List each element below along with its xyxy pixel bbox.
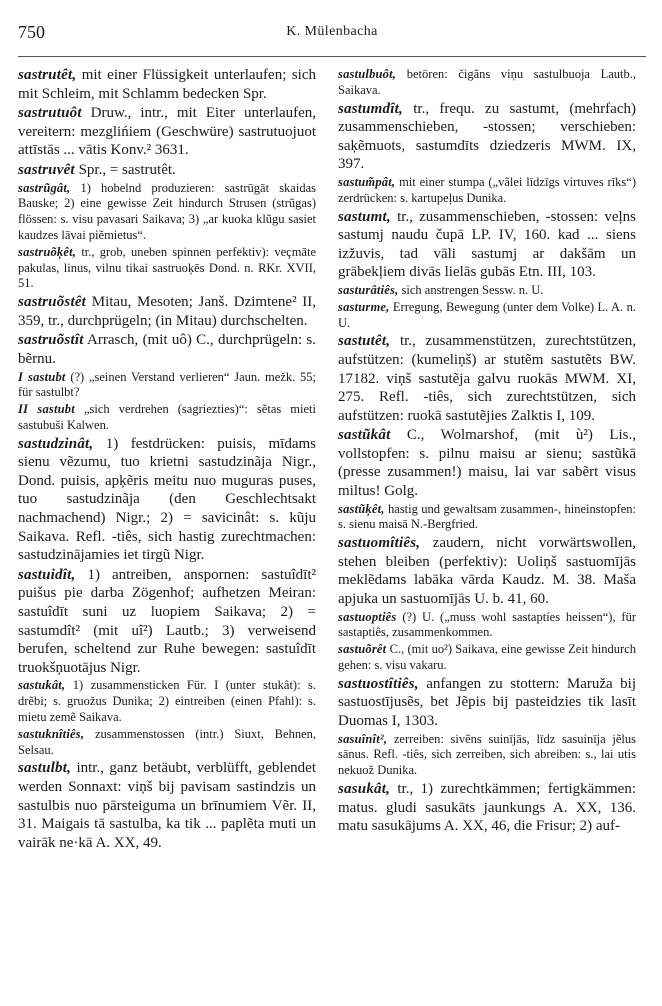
entry-headword: sastrutuôt [18,105,82,122]
entry-headword: sasukât, [338,781,391,797]
entry-definition: (?) U. („muss wohl sastaptíes heissen“), für sastaptiês, zusammenkommen. [338,609,636,640]
entry-definition: tr., frequ. zu sastumt, (mehrfach) zusammenschieben, -stossen; verschieben: saķẽmuots, sastumdīts dziedzeris MWM. IX, 397. [338,100,636,173]
entry-headword: sastutêt, [338,333,391,350]
dictionary-entry [338,675,636,731]
entry-headword: sastruvêt [18,161,75,178]
entry-definition: tr., 1) zurechtkämmen; fertigkämmen: matus. gludi sasukāts jaunkungs A. XX, 136. matu sasukājums A. XX, 46, die Frisur; 2) auf- [338,781,636,835]
entry-headword: sastuidît, [18,566,76,583]
entry-headword: sastrutêt, [18,67,77,83]
dictionary-entry [18,104,316,160]
entry-headword: sastuostîtiês, [338,675,419,692]
entry-definition: anfangen zu stottern: Maruža bij sastuostījusẽs, bet Jẽpis bij pasteidzies tik lasīt Duomas I, 1303. [338,675,636,730]
page-header [18,14,646,48]
entry-definition: 1) festdrücken: puisis, mīdams sienu vẽzumu, tuo krietni sastudzinãja Nigr., Dond. puisis, apķẽris meitu nuo muguras puses, tuo sastudzinãja (den Geschlechtsakt nachmachend) Nigr.; 2) = savicinât: s. kũju Saikava. Refl. -tiês, sich hastig zurechtmachen: sastudzinājamies iet tirgũ Nigr. [18,435,316,564]
header-rule [18,56,646,57]
entry-definition: mit einer Flüssigkeit unterlaufen; sich mit Schleim, mit Schlamm bedecken Spr. [18,67,316,102]
dictionary-entry [338,780,636,836]
entry-definition: Arrasch, (mit uô) C., durchprügeln: s. bẽrnu. [18,332,316,367]
entry-definition: tr., zusammenstützen, zurechtstützen, aufstützen: (kumeliņš) ar stutẽm sastutẽts BW. 17182. viņš sastutẽja galvu ruokās MWM. XI, 275. Refl. -tiês, sich zurechtstützen, sich aufstützen: ruokā sastutẽjies Zalktis I, 109. [338,333,636,424]
entry-definition: intr., ganz betäubt, verblüfft, geblendet werden Sonnaxt: viņš bij pavisam sastindzis un sastulbis nuo pārsteiguma un brīnumiem Vẽr. II, 31. Maigais tā sastulba, ka tik ... paplẽta muti un vairāk ne·kā A. XX, 49. [18,760,316,851]
dictionary-entry [18,181,316,244]
entry-definition: 1) antreiben, anspornen: sastuîdīt² puišus pie darba Zögenhof; aufhetzen Meiran: sastuîdīt suni uz luopiem Saikava; 2) = sastumdît² (mit uî²) Lautb.; 3) verweisend berufen, scheltend zur Ruhe bewegen: sastuîdīt truokšņuotājus Nigr. [18,566,316,676]
dictionary-entry [18,678,316,725]
dictionary-entry [338,610,636,642]
dictionary-entry [338,283,636,299]
entry-headword: II sastubt [18,402,75,417]
dictionary-entry [338,426,636,500]
right-column [338,66,636,996]
entry-headword: sastuknîtiês, [18,726,85,741]
dictionary-entry [18,161,316,180]
entry-headword: sastulbt, [18,760,72,777]
entry-definition: Spr., = sastrutêt. [74,161,176,178]
entry-headword: sastuomîtiês, [338,535,421,552]
entry-definition: zaudern, nicht vorwärtswollen, stehen bleiben (perfektiv): Uoliņš sastuomījās meklẽdams labāka vārda Kaudz. M. 38. Maša apjuka un sastuomījās U. b. 41, 60. [338,535,636,608]
running-head: K. Mülenbacha [286,24,378,39]
entry-headword: sastrũgât, [18,180,71,195]
dictionary-entry [338,642,636,674]
dictionary-entry [338,175,636,207]
dictionary-entry [338,67,636,99]
dictionary-entry [338,534,636,608]
dictionary-entry [18,245,316,292]
dictionary-entry [18,727,316,759]
entry-headword: sastruõstît [18,332,84,349]
entry-definition: tr., grob, uneben spinnen perfektiv): veçmāte pakulas, linus, vilnu tikai sastruoķēs Dond. n. RKr. XVII, 51. [18,244,316,291]
entry-definition: Erregung, Bewegung (unter dem Volke) L. A. n. U. [338,299,636,330]
entry-headword: sastumt, [338,208,391,225]
entry-definition: mit einer stumpa („vãlei līdzīgs virtuves rīks“) zerdrücken: s. kartupeļus Dunika. [338,174,636,205]
entry-definition: (?) „seinen Verstand verlieren“ Jaun. mežk. 55; für sastulbt? [18,369,316,400]
entry-definition: „sich verdrehen (sagriezties)“: sẽtas mieti sastubuši Kalwen. [18,402,316,432]
entry-headword: sastulbuôt, [338,67,397,81]
page-number: 750 [18,22,45,42]
left-column [18,66,316,996]
entry-headword: sasturâtiês, [338,282,399,297]
dictionary-entry [338,208,636,282]
dictionary-entry [18,331,316,368]
dictionary-entry [18,293,316,330]
entry-headword: sastukât, [18,678,66,693]
entry-headword: sastũkât [338,427,391,444]
dictionary-entry [338,100,636,174]
entry-headword: sastuõrêt [338,642,387,657]
entry-definition: betören: čigãns viņu sastulbuoja Lautb., Saikava. [338,67,636,97]
entry-definition: C., Wolmarshof, (mit ù²) Lis., vollstopfen: s. pilnu maisu ar sienu; sastũkā (presse zusammen!) maisu, lai var sabẽrt visus miltus! Golg. [338,427,636,500]
entry-definition: Mitau, Mesoten; Janš. Dzimtene² II, 359, tr., durchprügeln; (in Mitau) durchschelten. [18,294,316,329]
entry-definition: hastig und gewaltsam zusammen-, hineinstopfen: s. sienu maisā N.-Bergfried. [338,501,636,532]
entry-headword: sastruõķêt, [18,244,77,259]
entry-headword: I sastubt [18,369,66,384]
entry-definition: 1) hobelnd produzieren: sastrūgāt skaidas Bauske; 2) eine gewisse Zeit hindurch Strusen (strũgas) flössen: s. visu pavasari Saikava; 3) „ar kuoka klũgu sasiet kaudzes lāvai piẽmietus“. [18,180,316,242]
entry-definition: zusammenstossen (intr.) Siuxt, Behnen, Selsau. [18,726,316,757]
entry-definition: tr., zusammenschieben, -stossen: veļns sastumj naudu čupā LP. IV, 160. kad ... siens izžuvis, tad vāli sastumj ar dakšām un grābekļiem divās lielās gubās Etn. III, 103. [338,208,636,281]
entry-headword: sastruõstêt [18,294,87,311]
dictionary-entry [18,435,316,565]
dictionary-entry [18,370,316,402]
entry-headword: sastumdît, [338,100,403,117]
dictionary-entry [18,759,316,852]
entry-headword: sastuoptiês [338,609,397,624]
entry-headword: sastũķêt, [338,501,385,516]
dictionary-entry [338,300,636,332]
entry-definition: C., (mit uo²) Saikava, eine gewisse Zeit hindurch gehen: s. visu vakaru. [338,642,636,673]
entry-definition: sich anstrengen Sessw. n. U. [398,282,544,297]
entry-headword: sasturme, [338,299,390,314]
dictionary-entry [338,732,636,779]
dictionary-entry [18,66,316,103]
entry-headword: sastum̃pât, [338,174,396,189]
entry-definition: Druw., intr., mit Eiter unterlaufen, vereitern: mezglińiem (Geschwüre) sastrutuojuot attīstās ... vātis Konv.² 3631. [18,105,316,159]
entry-definition: zerreiben: sivẽns suinījās, līdz sasuinīja jẽlus sānus. Refl. -tiês, sich zerreiben, sich abreiben: s., lai utis nekuož Dunika. [338,731,636,778]
entry-headword: sasuînît², [338,731,388,746]
entry-headword: sastudzinât, [18,435,94,452]
dictionary-entry [338,502,636,534]
dictionary-entry [18,402,316,434]
dictionary-entry [338,332,636,425]
dictionary-entry [18,566,316,678]
entry-definition: 1) zusammensticken Für. I (unter stukât): s. drẽbi; s. gruožus Dunika; 2) eintreiben (einen Pfahl): s. mietu zemẽ Saikava. [18,678,316,725]
